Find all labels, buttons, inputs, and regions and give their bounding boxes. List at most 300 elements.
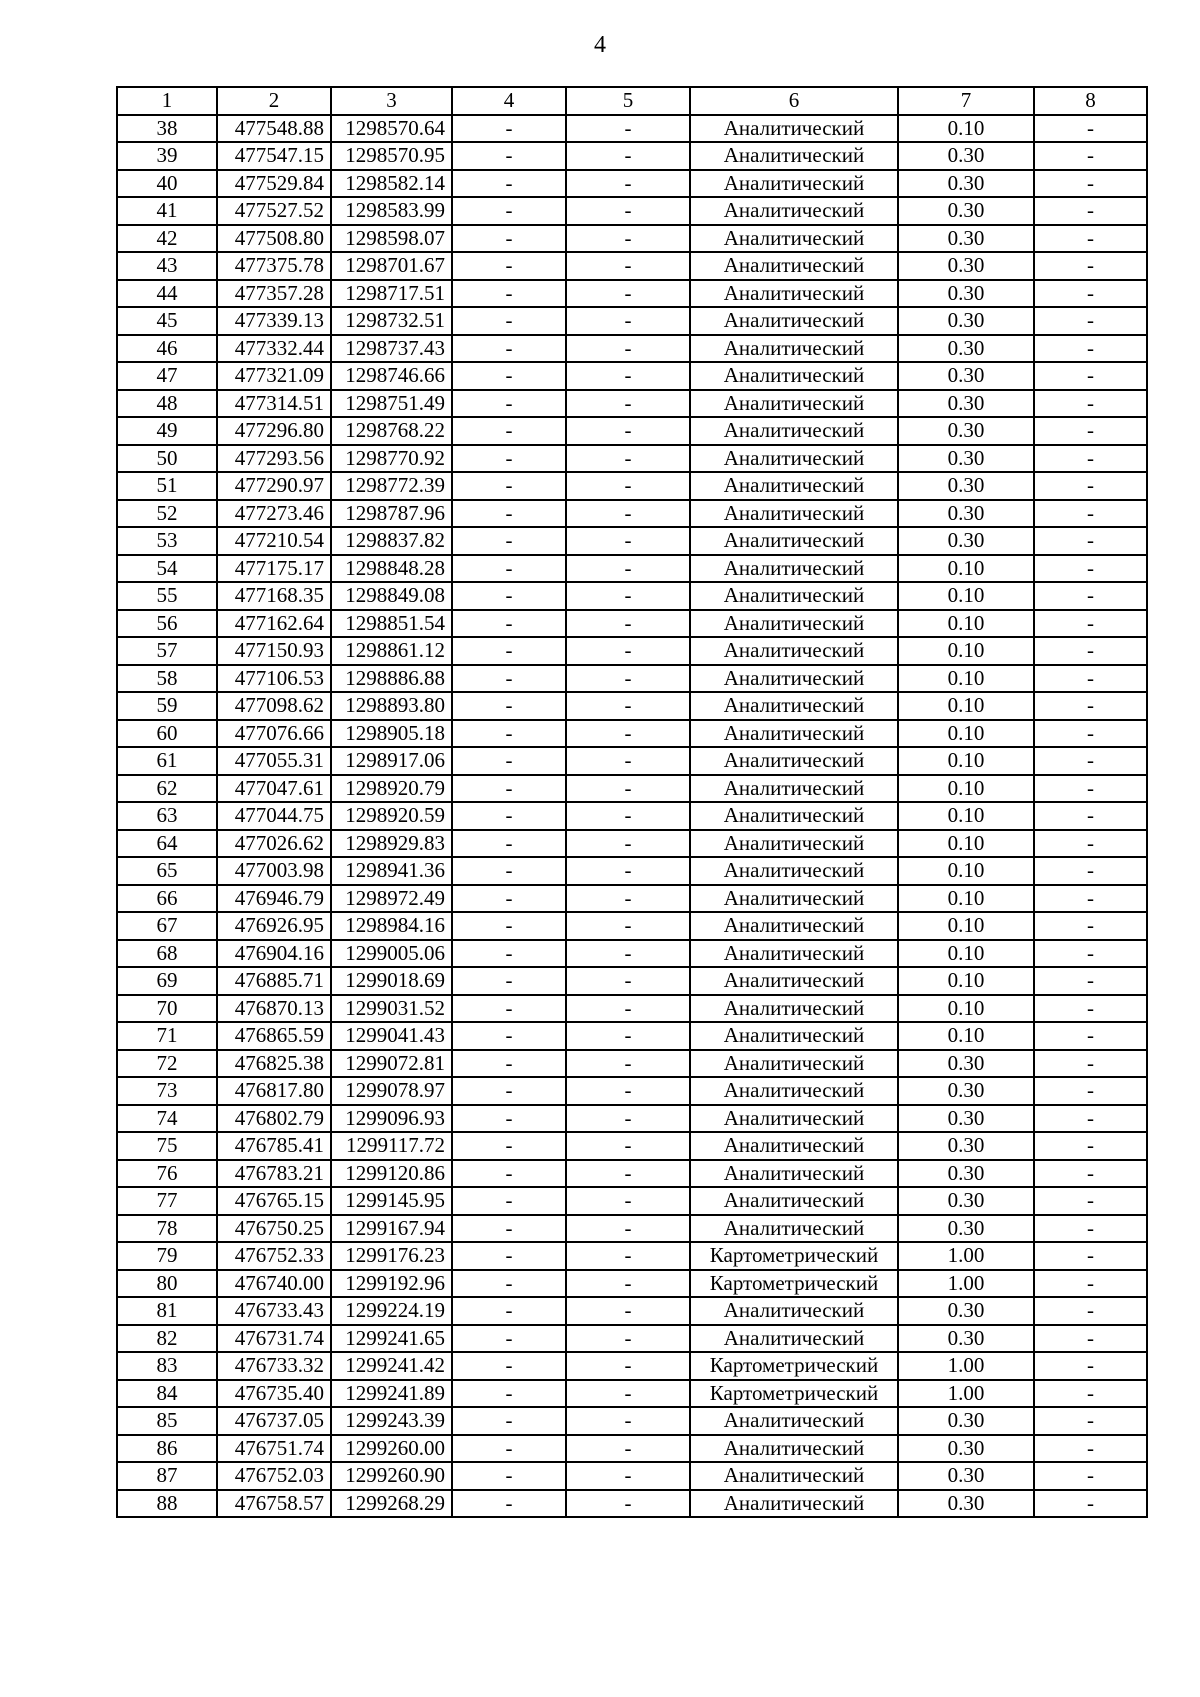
table-row [117,637,1147,665]
method-cell: Картометрический [690,1270,898,1298]
col-5-cell: - [566,857,690,885]
coordinate-x-cell: 476765.15 [217,1187,331,1215]
coordinate-y-cell: 1298893.80 [331,692,452,720]
table-row [117,307,1147,335]
table-row [117,197,1147,225]
col-4-cell: - [452,115,566,143]
coordinate-x-cell: 477044.75 [217,802,331,830]
table-row [117,1462,1147,1490]
col-5-cell: - [566,1490,690,1518]
col-5-cell: - [566,1050,690,1078]
col-8-cell: - [1034,1352,1147,1380]
coordinate-y-cell: 1298849.08 [331,582,452,610]
coordinate-y-cell: 1298929.83 [331,830,452,858]
column-header-8: 8 [1034,87,1147,115]
coordinate-y-cell: 1298905.18 [331,720,452,748]
table-row [117,252,1147,280]
method-cell: Аналитический [690,1215,898,1243]
coordinate-y-cell: 1299260.90 [331,1462,452,1490]
col-4-cell: - [452,472,566,500]
method-cell: Аналитический [690,335,898,363]
table-row [117,610,1147,638]
col-5-cell: - [566,252,690,280]
col-5-cell: - [566,472,690,500]
col-8-cell: - [1034,1077,1147,1105]
point-number-cell: 59 [117,692,217,720]
col-4-cell: - [452,1297,566,1325]
point-number-cell: 72 [117,1050,217,1078]
coordinate-y-cell: 1299078.97 [331,1077,452,1105]
table-row [117,417,1147,445]
col-5-cell: - [566,390,690,418]
col-5-cell: - [566,307,690,335]
table-row [117,527,1147,555]
col-8-cell: - [1034,1380,1147,1408]
accuracy-cell: 0.10 [898,802,1034,830]
coordinate-y-cell: 1298732.51 [331,307,452,335]
col-4-cell: - [452,775,566,803]
col-4-cell: - [452,830,566,858]
col-4-cell: - [452,1215,566,1243]
coordinate-x-cell: 477527.52 [217,197,331,225]
coordinate-x-cell: 477168.35 [217,582,331,610]
table-row [117,390,1147,418]
table-row [117,115,1147,143]
point-number-cell: 66 [117,885,217,913]
col-8-cell: - [1034,582,1147,610]
col-8-cell: - [1034,1022,1147,1050]
accuracy-cell: 0.10 [898,1022,1034,1050]
col-5-cell: - [566,885,690,913]
col-4-cell: - [452,995,566,1023]
table-row [117,802,1147,830]
accuracy-cell: 0.30 [898,1325,1034,1353]
col-8-cell: - [1034,527,1147,555]
table-row [117,142,1147,170]
col-4-cell: - [452,885,566,913]
col-5-cell: - [566,747,690,775]
accuracy-cell: 0.30 [898,1050,1034,1078]
col-8-cell: - [1034,170,1147,198]
point-number-cell: 81 [117,1297,217,1325]
point-number-cell: 46 [117,335,217,363]
col-8-cell: - [1034,775,1147,803]
col-8-cell: - [1034,830,1147,858]
col-5-cell: - [566,1325,690,1353]
col-4-cell: - [452,1325,566,1353]
accuracy-cell: 0.30 [898,335,1034,363]
method-cell: Картометрический [690,1242,898,1270]
coordinate-x-cell: 476926.95 [217,912,331,940]
col-4-cell: - [452,1050,566,1078]
point-number-cell: 56 [117,610,217,638]
column-header-4: 4 [452,87,566,115]
coordinate-y-cell: 1298848.28 [331,555,452,583]
col-5-cell: - [566,665,690,693]
accuracy-cell: 1.00 [898,1242,1034,1270]
point-number-cell: 71 [117,1022,217,1050]
col-5-cell: - [566,1352,690,1380]
point-number-cell: 55 [117,582,217,610]
point-number-cell: 85 [117,1407,217,1435]
table-row [117,1435,1147,1463]
col-5-cell: - [566,692,690,720]
col-8-cell: - [1034,1270,1147,1298]
coordinate-x-cell: 477210.54 [217,527,331,555]
col-8-cell: - [1034,1325,1147,1353]
col-4-cell: - [452,1132,566,1160]
col-5-cell: - [566,1077,690,1105]
col-4-cell: - [452,555,566,583]
col-4-cell: - [452,1160,566,1188]
col-8-cell: - [1034,1105,1147,1133]
col-8-cell: - [1034,390,1147,418]
coordinate-x-cell: 476752.33 [217,1242,331,1270]
accuracy-cell: 0.10 [898,775,1034,803]
coordinate-x-cell: 477339.13 [217,307,331,335]
col-4-cell: - [452,280,566,308]
col-8-cell: - [1034,197,1147,225]
col-8-cell: - [1034,252,1147,280]
col-5-cell: - [566,1132,690,1160]
col-5-cell: - [566,912,690,940]
column-header-3: 3 [331,87,452,115]
col-5-cell: - [566,582,690,610]
col-8-cell: - [1034,967,1147,995]
coordinate-x-cell: 477548.88 [217,115,331,143]
col-5-cell: - [566,1297,690,1325]
accuracy-cell: 0.10 [898,692,1034,720]
coordinate-x-cell: 476946.79 [217,885,331,913]
coordinate-y-cell: 1298772.39 [331,472,452,500]
col-4-cell: - [452,967,566,995]
col-5-cell: - [566,1407,690,1435]
col-8-cell: - [1034,665,1147,693]
coordinate-x-cell: 476870.13 [217,995,331,1023]
table-row [117,1132,1147,1160]
method-cell: Аналитический [690,307,898,335]
accuracy-cell: 0.10 [898,940,1034,968]
col-8-cell: - [1034,1215,1147,1243]
method-cell: Аналитический [690,582,898,610]
col-8-cell: - [1034,142,1147,170]
method-cell: Аналитический [690,1022,898,1050]
point-number-cell: 74 [117,1105,217,1133]
col-4-cell: - [452,665,566,693]
table-row [117,170,1147,198]
table-row [117,500,1147,528]
coordinate-x-cell: 476731.74 [217,1325,331,1353]
method-cell: Аналитический [690,912,898,940]
col-8-cell: - [1034,857,1147,885]
accuracy-cell: 0.10 [898,582,1034,610]
method-cell: Аналитический [690,1462,898,1490]
coordinate-y-cell: 1298746.66 [331,362,452,390]
point-number-cell: 41 [117,197,217,225]
point-number-cell: 44 [117,280,217,308]
accuracy-cell: 0.30 [898,417,1034,445]
method-cell: Аналитический [690,940,898,968]
point-number-cell: 47 [117,362,217,390]
col-5-cell: - [566,940,690,968]
col-8-cell: - [1034,747,1147,775]
method-cell: Аналитический [690,1050,898,1078]
coordinate-x-cell: 477314.51 [217,390,331,418]
column-header-2: 2 [217,87,331,115]
point-number-cell: 48 [117,390,217,418]
coordinate-y-cell: 1298851.54 [331,610,452,638]
coordinate-y-cell: 1298941.36 [331,857,452,885]
coordinate-x-cell: 477290.97 [217,472,331,500]
accuracy-cell: 0.10 [898,637,1034,665]
method-cell: Аналитический [690,362,898,390]
method-cell: Аналитический [690,775,898,803]
coordinate-x-cell: 476740.00 [217,1270,331,1298]
coordinate-x-cell: 477076.66 [217,720,331,748]
table-row [117,1022,1147,1050]
table-row [117,1380,1147,1408]
method-cell: Аналитический [690,830,898,858]
accuracy-cell: 0.30 [898,1435,1034,1463]
coordinate-y-cell: 1298886.88 [331,665,452,693]
method-cell: Аналитический [690,1187,898,1215]
col-8-cell: - [1034,417,1147,445]
coordinate-y-cell: 1298770.92 [331,445,452,473]
coordinate-x-cell: 476885.71 [217,967,331,995]
table-row [117,472,1147,500]
point-number-cell: 39 [117,142,217,170]
coordinate-y-cell: 1299096.93 [331,1105,452,1133]
col-5-cell: - [566,775,690,803]
accuracy-cell: 0.30 [898,472,1034,500]
coordinate-x-cell: 477162.64 [217,610,331,638]
table-header-row [117,87,1147,115]
table-row [117,1187,1147,1215]
coordinate-x-cell: 477098.62 [217,692,331,720]
coordinate-y-cell: 1299041.43 [331,1022,452,1050]
coordinate-x-cell: 476758.57 [217,1490,331,1518]
method-cell: Аналитический [690,857,898,885]
coordinate-x-cell: 477375.78 [217,252,331,280]
col-4-cell: - [452,802,566,830]
col-4-cell: - [452,940,566,968]
col-4-cell: - [452,1242,566,1270]
column-header-7: 7 [898,87,1034,115]
method-cell: Аналитический [690,1160,898,1188]
col-4-cell: - [452,1490,566,1518]
coordinate-y-cell: 1298920.79 [331,775,452,803]
point-number-cell: 50 [117,445,217,473]
col-4-cell: - [452,390,566,418]
point-number-cell: 70 [117,995,217,1023]
table-row [117,775,1147,803]
coordinate-x-cell: 477175.17 [217,555,331,583]
col-8-cell: - [1034,692,1147,720]
point-number-cell: 83 [117,1352,217,1380]
table-row [117,555,1147,583]
col-4-cell: - [452,582,566,610]
coordinate-y-cell: 1298787.96 [331,500,452,528]
col-4-cell: - [452,225,566,253]
table-row [117,362,1147,390]
coordinate-y-cell: 1299243.39 [331,1407,452,1435]
col-4-cell: - [452,170,566,198]
coordinate-y-cell: 1299018.69 [331,967,452,995]
point-number-cell: 62 [117,775,217,803]
col-8-cell: - [1034,362,1147,390]
table-row [117,1270,1147,1298]
col-8-cell: - [1034,1050,1147,1078]
coordinate-y-cell: 1299072.81 [331,1050,452,1078]
col-4-cell: - [452,142,566,170]
table-row [117,1242,1147,1270]
table-row [117,995,1147,1023]
coordinate-y-cell: 1299268.29 [331,1490,452,1518]
col-5-cell: - [566,637,690,665]
col-5-cell: - [566,417,690,445]
table-row [117,747,1147,775]
accuracy-cell: 0.10 [898,720,1034,748]
coordinate-y-cell: 1298570.64 [331,115,452,143]
coordinate-x-cell: 476750.25 [217,1215,331,1243]
col-4-cell: - [452,1022,566,1050]
coordinate-y-cell: 1299241.89 [331,1380,452,1408]
method-cell: Аналитический [690,665,898,693]
coordinate-y-cell: 1299031.52 [331,995,452,1023]
accuracy-cell: 0.10 [898,857,1034,885]
col-4-cell: - [452,1352,566,1380]
table-row [117,940,1147,968]
col-5-cell: - [566,500,690,528]
method-cell: Аналитический [690,1297,898,1325]
accuracy-cell: 0.30 [898,307,1034,335]
col-8-cell: - [1034,1187,1147,1215]
accuracy-cell: 0.30 [898,527,1034,555]
coordinate-y-cell: 1298598.07 [331,225,452,253]
coordinate-x-cell: 476825.38 [217,1050,331,1078]
point-number-cell: 75 [117,1132,217,1160]
col-4-cell: - [452,692,566,720]
coordinate-y-cell: 1299117.72 [331,1132,452,1160]
table-row [117,1050,1147,1078]
method-cell: Аналитический [690,417,898,445]
table-row [117,225,1147,253]
method-cell: Аналитический [690,500,898,528]
col-4-cell: - [452,1407,566,1435]
col-4-cell: - [452,500,566,528]
coordinate-y-cell: 1298582.14 [331,170,452,198]
coordinate-y-cell: 1299167.94 [331,1215,452,1243]
method-cell: Аналитический [690,115,898,143]
method-cell: Аналитический [690,610,898,638]
point-number-cell: 53 [117,527,217,555]
col-4-cell: - [452,197,566,225]
col-5-cell: - [566,170,690,198]
point-number-cell: 45 [117,307,217,335]
table-row [117,582,1147,610]
coordinate-x-cell: 476733.32 [217,1352,331,1380]
coordinate-y-cell: 1299145.95 [331,1187,452,1215]
col-8-cell: - [1034,445,1147,473]
point-number-cell: 87 [117,1462,217,1490]
col-8-cell: - [1034,472,1147,500]
coordinate-x-cell: 476802.79 [217,1105,331,1133]
point-number-cell: 61 [117,747,217,775]
col-8-cell: - [1034,802,1147,830]
col-5-cell: - [566,1270,690,1298]
table-row [117,830,1147,858]
accuracy-cell: 0.30 [898,1105,1034,1133]
coordinate-x-cell: 477357.28 [217,280,331,308]
col-5-cell: - [566,225,690,253]
accuracy-cell: 0.10 [898,995,1034,1023]
accuracy-cell: 0.30 [898,500,1034,528]
table-body [117,115,1147,1518]
accuracy-cell: 1.00 [898,1270,1034,1298]
coordinate-y-cell: 1298861.12 [331,637,452,665]
col-4-cell: - [452,1187,566,1215]
coordinate-x-cell: 477293.56 [217,445,331,473]
col-5-cell: - [566,1160,690,1188]
column-header-1: 1 [117,87,217,115]
col-5-cell: - [566,995,690,1023]
coordinate-x-cell: 477508.80 [217,225,331,253]
col-5-cell: - [566,527,690,555]
accuracy-cell: 0.30 [898,362,1034,390]
col-8-cell: - [1034,307,1147,335]
col-4-cell: - [452,1462,566,1490]
col-8-cell: - [1034,1462,1147,1490]
method-cell: Аналитический [690,142,898,170]
coordinate-x-cell: 477332.44 [217,335,331,363]
accuracy-cell: 0.30 [898,225,1034,253]
col-8-cell: - [1034,1490,1147,1518]
table-row [117,1077,1147,1105]
col-4-cell: - [452,1380,566,1408]
coordinate-x-cell: 477026.62 [217,830,331,858]
col-4-cell: - [452,252,566,280]
col-5-cell: - [566,115,690,143]
col-8-cell: - [1034,225,1147,253]
col-4-cell: - [452,1270,566,1298]
accuracy-cell: 0.10 [898,747,1034,775]
coordinate-x-cell: 477047.61 [217,775,331,803]
accuracy-cell: 0.10 [898,555,1034,583]
coordinate-y-cell: 1299260.00 [331,1435,452,1463]
col-4-cell: - [452,912,566,940]
table-row [117,857,1147,885]
accuracy-cell: 0.10 [898,115,1034,143]
coordinate-x-cell: 477106.53 [217,665,331,693]
table-row [117,720,1147,748]
col-8-cell: - [1034,637,1147,665]
method-cell: Аналитический [690,1435,898,1463]
table-row [117,1215,1147,1243]
col-5-cell: - [566,802,690,830]
coordinate-x-cell: 477150.93 [217,637,331,665]
point-number-cell: 60 [117,720,217,748]
coordinate-y-cell: 1298583.99 [331,197,452,225]
method-cell: Картометрический [690,1380,898,1408]
col-8-cell: - [1034,280,1147,308]
point-number-cell: 64 [117,830,217,858]
method-cell: Аналитический [690,197,898,225]
col-4-cell: - [452,417,566,445]
coordinate-y-cell: 1298972.49 [331,885,452,913]
coordinate-x-cell: 476817.80 [217,1077,331,1105]
table-row [117,665,1147,693]
table-row [117,692,1147,720]
